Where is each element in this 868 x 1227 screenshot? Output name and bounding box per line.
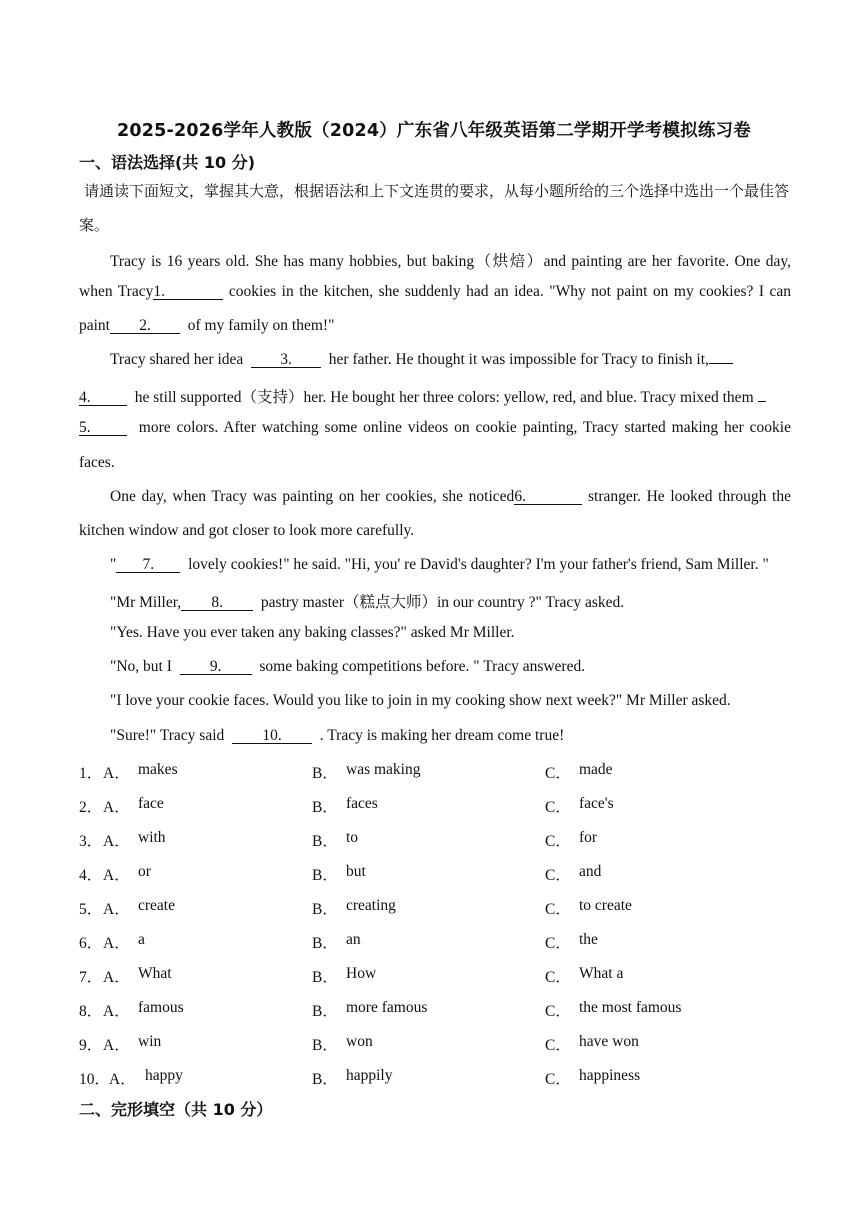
option-b: faces [346,795,378,812]
section-instruction: 请通读下面短文，掌握其大意，根据语法和上下文连贯的要求，从每小题所给的三个选择中选出一个最佳答案。 [79,182,790,234]
option-c: the [579,931,598,948]
option-a: with [138,829,166,846]
option-row: 2． A． face B． faces C． face's [79,795,614,816]
option-b: an [346,931,361,948]
blank-4: 4. [79,390,127,406]
option-a: face [138,795,164,812]
passage-line: Tracy shared her idea 3. her father. He thought it was impossible for Tracy to finish it, [79,351,791,369]
option-a: makes [138,761,178,778]
option-b: more famous [346,999,428,1016]
option-c: made [579,761,613,778]
blank-7: 7. [116,557,180,573]
page-title: 2025-2026学年人教版（2024）广东省八年级英语第二学期开学考模拟练习卷 [117,121,751,141]
option-b: but [346,863,366,880]
option-a: What [138,965,172,982]
option-c: What a [579,965,624,982]
option-c: for [579,829,598,846]
blank-9: 9. [180,659,252,675]
blank-3: 3. [251,352,321,368]
passage-line: Tracy is 16 years old. She has many hobbies, but baking（烘焙）and painting are her favorite. One day, [110,253,791,270]
option-row: 1． A． makes B． was making C． made [79,761,613,782]
option-row: 4． A． or B． but C． and [79,863,602,884]
option-row: 3． A． with B． to C． for [79,829,598,850]
option-a: famous [138,999,184,1016]
option-c: and [579,863,602,880]
blank-10: 10. [232,728,312,744]
passage-line: kitchen window and got closer to look more carefully. [79,522,415,539]
option-b: creating [346,897,396,914]
option-b: to [346,829,359,846]
option-b: was making [346,761,421,778]
option-b: happily [346,1067,393,1084]
option-a: happy [145,1067,183,1084]
passage-line: 5. more colors. After watching some online videos on cookie painting, Tracy started making her cookie [79,419,791,436]
section-heading-cloze: 二、完形填空（共 10 分） [79,1100,273,1119]
section-heading-grammar: 一、语法选择(共 10 分) [79,153,256,172]
option-row: 6． A． a B． an C． the [79,931,598,952]
option-c: happiness [579,1067,641,1084]
option-b: won [346,1033,373,1050]
passage-line: "Mr Miller, 8. pastry master（糕点大师）in our country ?" Tracy asked. [110,594,625,611]
passage-line: 4. he still supported（支持）her. He bought her three colors: yellow, red, and blue. Tracy mixed them [79,385,791,407]
passage-line: faces. [79,454,115,471]
blank-2: 2. [110,318,180,334]
option-row: 7． A． What B． How C． What a [79,965,624,986]
passage-line: One day, when Tracy was painting on her cookies, she noticed6. stranger. He looked through the [110,488,791,505]
option-row: 10． A． happy B． happily C． happiness [79,1067,641,1088]
option-a: create [138,897,175,914]
passage-line: "No, but I 9. some baking competitions before. " Tracy answered. [110,658,586,675]
option-c: have won [579,1033,639,1050]
passage-line: "Yes. Have you ever taken any baking classes?" asked Mr Miller. [110,624,515,641]
option-a: or [138,863,151,880]
passage-line: paint 2. of my family on them!" [79,317,335,334]
passage-line: "I love your cookie faces. Would you like to join in my cooking show next week?" Mr Miller asked. [110,692,731,709]
option-c: to create [579,897,632,914]
option-row: 5． A． create B． creating C． to create [79,897,632,918]
blank-8: 8. [181,595,253,611]
option-c: the most famous [579,999,682,1016]
option-row: 8． A． famous B． more famous C． the most famous [79,999,682,1020]
option-row: 9． A． win B． won C． have won [79,1033,639,1054]
passage-line: "Sure!" Tracy said 10. . Tracy is making her dream come true! [110,727,565,744]
blank-5: 5. [79,420,127,436]
passage-line: when Tracy1. cookies in the kitchen, she suddenly had an idea. "Why not paint on my cookies? I can [79,283,791,300]
option-a: a [138,931,145,948]
passage-line: " 7. lovely cookies!" he said. "Hi, you' re David's daughter? I'm your father's friend, Sam Miller. " [110,556,769,573]
blank-6: 6. [514,489,582,505]
blank-1: 1. [153,284,223,300]
option-b: How [346,965,377,982]
option-c: face's [579,795,614,812]
option-a: win [138,1033,162,1050]
